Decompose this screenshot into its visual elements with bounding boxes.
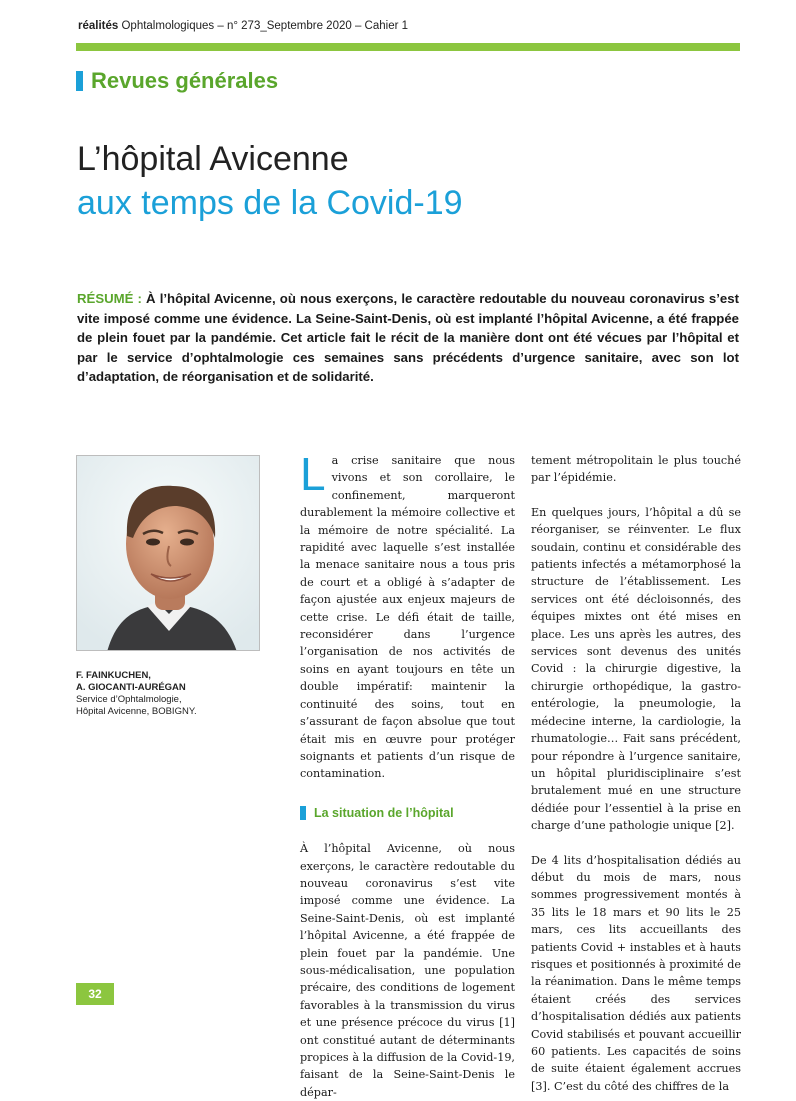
author-affiliation: Service d’Ophtalmologie, (76, 694, 182, 705)
paragraph: À l’hôpital Avicenne, où nous exerçons, le caractère redoutable du nouveau coronavirus s’est vite imposé comme une évidence. La Seine-Saint-Denis, où est implanté l’hôpital Avicenne, a été frappée de plein fouet par la pandémie. Une sous-médicalisation, une population précaire, des conditions de logement favorables à la transmission du virus et une présence précoce du virus [1] ont constitué autant de déterminants propices à la diffusion de la Covid-19, faisant de la Seine-Saint-Denis le dépar- (300, 842, 515, 1099)
text-column-right (531, 452, 741, 1095)
author-affiliation: Hôpital Avicenne, BOBIGNY. (76, 706, 197, 717)
author-block (76, 670, 276, 718)
section-tag (76, 66, 278, 96)
abstract-lead: RÉSUMÉ : (77, 291, 142, 306)
intro-paragraph (300, 448, 515, 783)
abstract (77, 289, 739, 387)
subsection-marker-icon (300, 806, 306, 820)
section-label: Revues générales (91, 68, 279, 93)
drop-cap: L (300, 448, 326, 500)
paragraph: tement métropolitain le plus touché par l’épidémie. (531, 454, 741, 485)
journal-issue: Ophtalmologiques – n° 273_Septembre 2020 – Cahier 1 (118, 20, 409, 32)
header-rule (76, 43, 740, 51)
author-name: F. FAINKUCHEN, (76, 670, 151, 681)
abstract-text: À l’hôpital Avicenne, où nous exerçons, le caractère redoutable du nouveau coronavirus s’est vite imposé comme une évidence. La Seine-Saint-Denis, où est implanté l’hôpital Avicenne, a été frappée de plein fouet par la pandémie. Cet article fait le récit de la manière dont ont été vécues par l’hôpital et par le service d’ophtalmologie ces semaines sans précédents d’urgence sanitaire, avec son lot d’adaptation, de réorganisation et de solidarité. (77, 291, 739, 384)
text-column-middle (300, 448, 515, 1101)
paragraph: En quelques jours, l’hôpital a dû se réorganiser, se réinventer. Le flux soudain, continu et considérable des patients infectés a métamorphosé la structure de l’établissement. Les services ont été décloisonnés, des équipes mixtes ont été mises en place. Les uns après les autres, des services sont devenus des unités Covid : la chirurgie digestive, la chirurgie orthopédique, la gastro-entérologie, la pneumologie, la médecine interne, la cardiologie, la rhumatologie… Fait sans précédent, pour répondre à l’urgence sanitaire, un hôpital pluridisciplinaire s’est brutalement mué en une structure dédiée pour l’essentiel à la prise en charge d’une pathologie unique [2]. (531, 505, 741, 833)
section-marker-icon (76, 71, 83, 91)
paragraph: De 4 lits d’hospitalisation dédiés au début du mois de mars, nous sommes progressivement montés à 35 lits le 18 mars et 90 lits le 25 mars, ces lits accueillants des patients Covid + instables et à hauts risques et positionnés à proximité de la réanimation. Dans le même temps étaient créés des services d’hospitalisation dédiés aux patients Covid stabilisés et pouvant accueillir 60 patients. Les capacités de soins de suite étaient également accrues [3]. C’est du côté des chiffres de la (531, 853, 741, 1093)
author-name: A. GIOCANTI-AURÉGAN (76, 682, 186, 693)
journal-brand: réalités (78, 20, 119, 32)
portrait-image (77, 456, 260, 651)
author-photo (76, 455, 260, 651)
running-header (78, 20, 408, 32)
subsection-label: La situation de l’hôpital (314, 805, 454, 820)
article-title: L’hôpital Avicenne (77, 140, 349, 178)
article-subtitle: aux temps de la Covid-19 (77, 184, 463, 222)
page-number: 32 (76, 983, 114, 1005)
subsection-heading (300, 805, 515, 822)
paragraph-text: a crise sanitaire que nous vivons et son corollaire, le confinement, marqueront durablement la mémoire collective et la mémoire de notre spécialité. La rapidité avec laquelle s’est installée la menace sanitaire nous a tous pris de court et a obligé à s’adapter de façon ajustée aux enjeux majeurs de cette crise. Le défi était de taille, reconsidérer dans l’urgence l’organisation de nos activités de soins en ayant toujours en tête un double impératif: maintenir la continuité des soins, tout en s’assurant de façon absolue que tout était mis en œuvre pour protéger soignants et patients d’un risque de contamination. (300, 454, 515, 781)
